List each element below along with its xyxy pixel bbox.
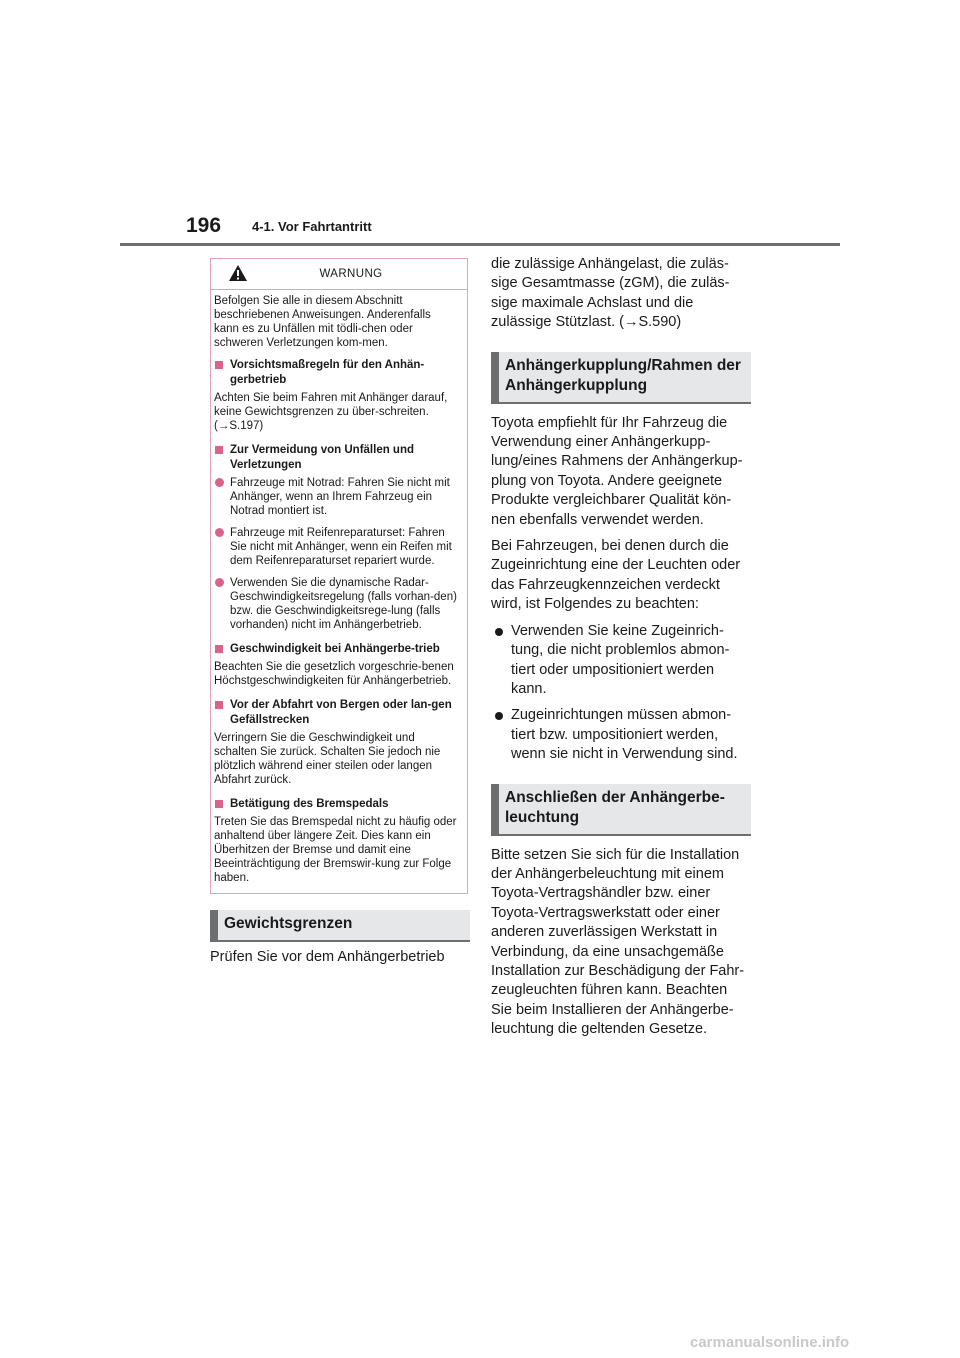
square-bullet-icon [215, 361, 223, 369]
round-bullet-icon [215, 578, 224, 587]
kupplung-para-1: Toyota empfiehlt für Ihr Fahrzeug die Verwendung einer Anhängerkupp-lung/eines Rahmens der Anhängerkup-plung von Toyota. Andere geeignete Produkte vergleichbarer Qualität kön-nen ebenfalls verwendet werden. [491, 414, 743, 528]
warning-intro: Befolgen Sie alle in diesem Abschnitt beschriebenen Anweisungen. Anderenfalls kann es zu Unfällen mit tödli-chen oder schweren Verletzungen kom-men. [214, 295, 431, 349]
warning-section-heading: Betätigung des Bremspedals [214, 797, 458, 812]
round-bullet-icon [495, 712, 503, 720]
warning-triangle-icon [228, 264, 248, 282]
kupplung-bullet: Verwenden Sie keine Zugeinrich-tung, die nicht problemlos abmon-tiert oder umpositioniert werden kann. [491, 622, 751, 700]
gewichtsgrenzen-text: Prüfen Sie vor dem Anhängerbetrieb [210, 949, 445, 965]
warning-section-heading: Vorsichtsmaßregeln für den Anhän-gerbetrieb [214, 358, 458, 388]
section-title: 4-1. Vor Fahrtantritt [252, 219, 372, 234]
warning-bullet: Fahrzeuge mit Reifenreparaturset: Fahren Sie nicht mit Anhänger, wenn ein Reifen mit dem Reifenreparaturset repariert wurde. [214, 526, 458, 568]
warning-section-text: Achten Sie beim Fahren mit Anhänger darauf, keine Gewichtsgrenzen zu über-schreiten. (→S.197) [214, 392, 448, 432]
kupplung-bullet: Zugeinrichtungen müssen abmon-tiert bzw. umpositioniert werden, wenn sie nicht in Verwendung sind. [491, 706, 751, 764]
round-bullet-icon [495, 628, 503, 636]
warning-section-text: Treten Sie das Bremspedal nicht zu häufig oder anhaltend über längere Zeit. Dies kann ein Überhitzen der Bremse und damit eine Beeinträchtigung der Bremswir-kung zur Folge haben. [214, 816, 457, 884]
header-rule [120, 243, 840, 246]
kupplung-heading: Anhängerkupplung/Rahmen der Anhängerkupplung [491, 352, 751, 404]
gewichtsgrenzen-heading: Gewichtsgrenzen [210, 910, 470, 942]
warning-section-text: Beachten Sie die gesetzlich vorgeschrie-benen Höchstgeschwindigkeiten für Anhängerbetrieb. [214, 661, 454, 687]
watermark: carmanualsonline.info [690, 1334, 850, 1351]
kupplung-para-2: Bei Fahrzeugen, bei denen durch die Zugeinrichtung eine der Leuchten oder das Fahrzeugkennzeichen verdeckt wird, ist Folgendes zu beachten: [491, 538, 741, 613]
warning-section-heading: Geschwindigkeit bei Anhängerbe-trieb [214, 642, 458, 657]
beleuchtung-text: Bitte setzen Sie sich für die Installation der Anhängerbeleuchtung mit einem Toyota-Vertragshändler bzw. einer Toyota-Vertragswerkstatt oder einer anderen zuverlässigen Werkstatt in Verbindung, da eine unsachgemäße Installation zur Beschädigung der Fahr-zeugleuchten führen kann. Beachten Sie beim Installieren der Anhängerbe-leuchtung die geltenden Gesetze. [491, 846, 745, 1038]
warning-title: WARNUNG [319, 268, 383, 280]
warning-box [210, 258, 468, 894]
square-bullet-icon [215, 701, 223, 709]
warning-body [211, 290, 467, 893]
page-number: 196 [186, 214, 222, 237]
left-column [210, 258, 470, 967]
gewichtsgrenzen-continued: die zulässige Anhängelast, die zuläs-sige Gesamtmasse (zGM), die zuläs-sige maximale Achslast und die zulässige Stützlast. (→S.590) [491, 256, 730, 331]
beleuchtung-heading: Anschließen der Anhängerbe-leuchtung [491, 784, 751, 836]
round-bullet-icon [215, 478, 224, 487]
page-header [0, 0, 960, 246]
warning-section-heading: Vor der Abfahrt von Bergen oder lan-gen Gefällstrecken [214, 698, 458, 728]
square-bullet-icon [215, 446, 223, 454]
warning-header [211, 259, 467, 290]
right-column [491, 255, 751, 1040]
warning-section-heading: Zur Vermeidung von Unfällen und Verletzungen [214, 443, 458, 473]
round-bullet-icon [215, 528, 224, 537]
warning-bullet: Fahrzeuge mit Notrad: Fahren Sie nicht mit Anhänger, wenn an Ihrem Fahrzeug ein Notrad montiert ist. [214, 476, 458, 518]
square-bullet-icon [215, 800, 223, 808]
warning-section-text: Verringern Sie die Geschwindigkeit und schalten Sie zurück. Schalten Sie jedoch nie plötzlich während einer steilen oder langen Abfahrt zurück. [214, 732, 441, 786]
square-bullet-icon [215, 645, 223, 653]
warning-bullet: Verwenden Sie die dynamische Radar-Geschwindigkeitsregelung (falls vorhan-den) bzw. die Geschwindigkeitsrege-lung (falls vorhanden) nicht im Anhängerbetrieb. [214, 576, 458, 632]
